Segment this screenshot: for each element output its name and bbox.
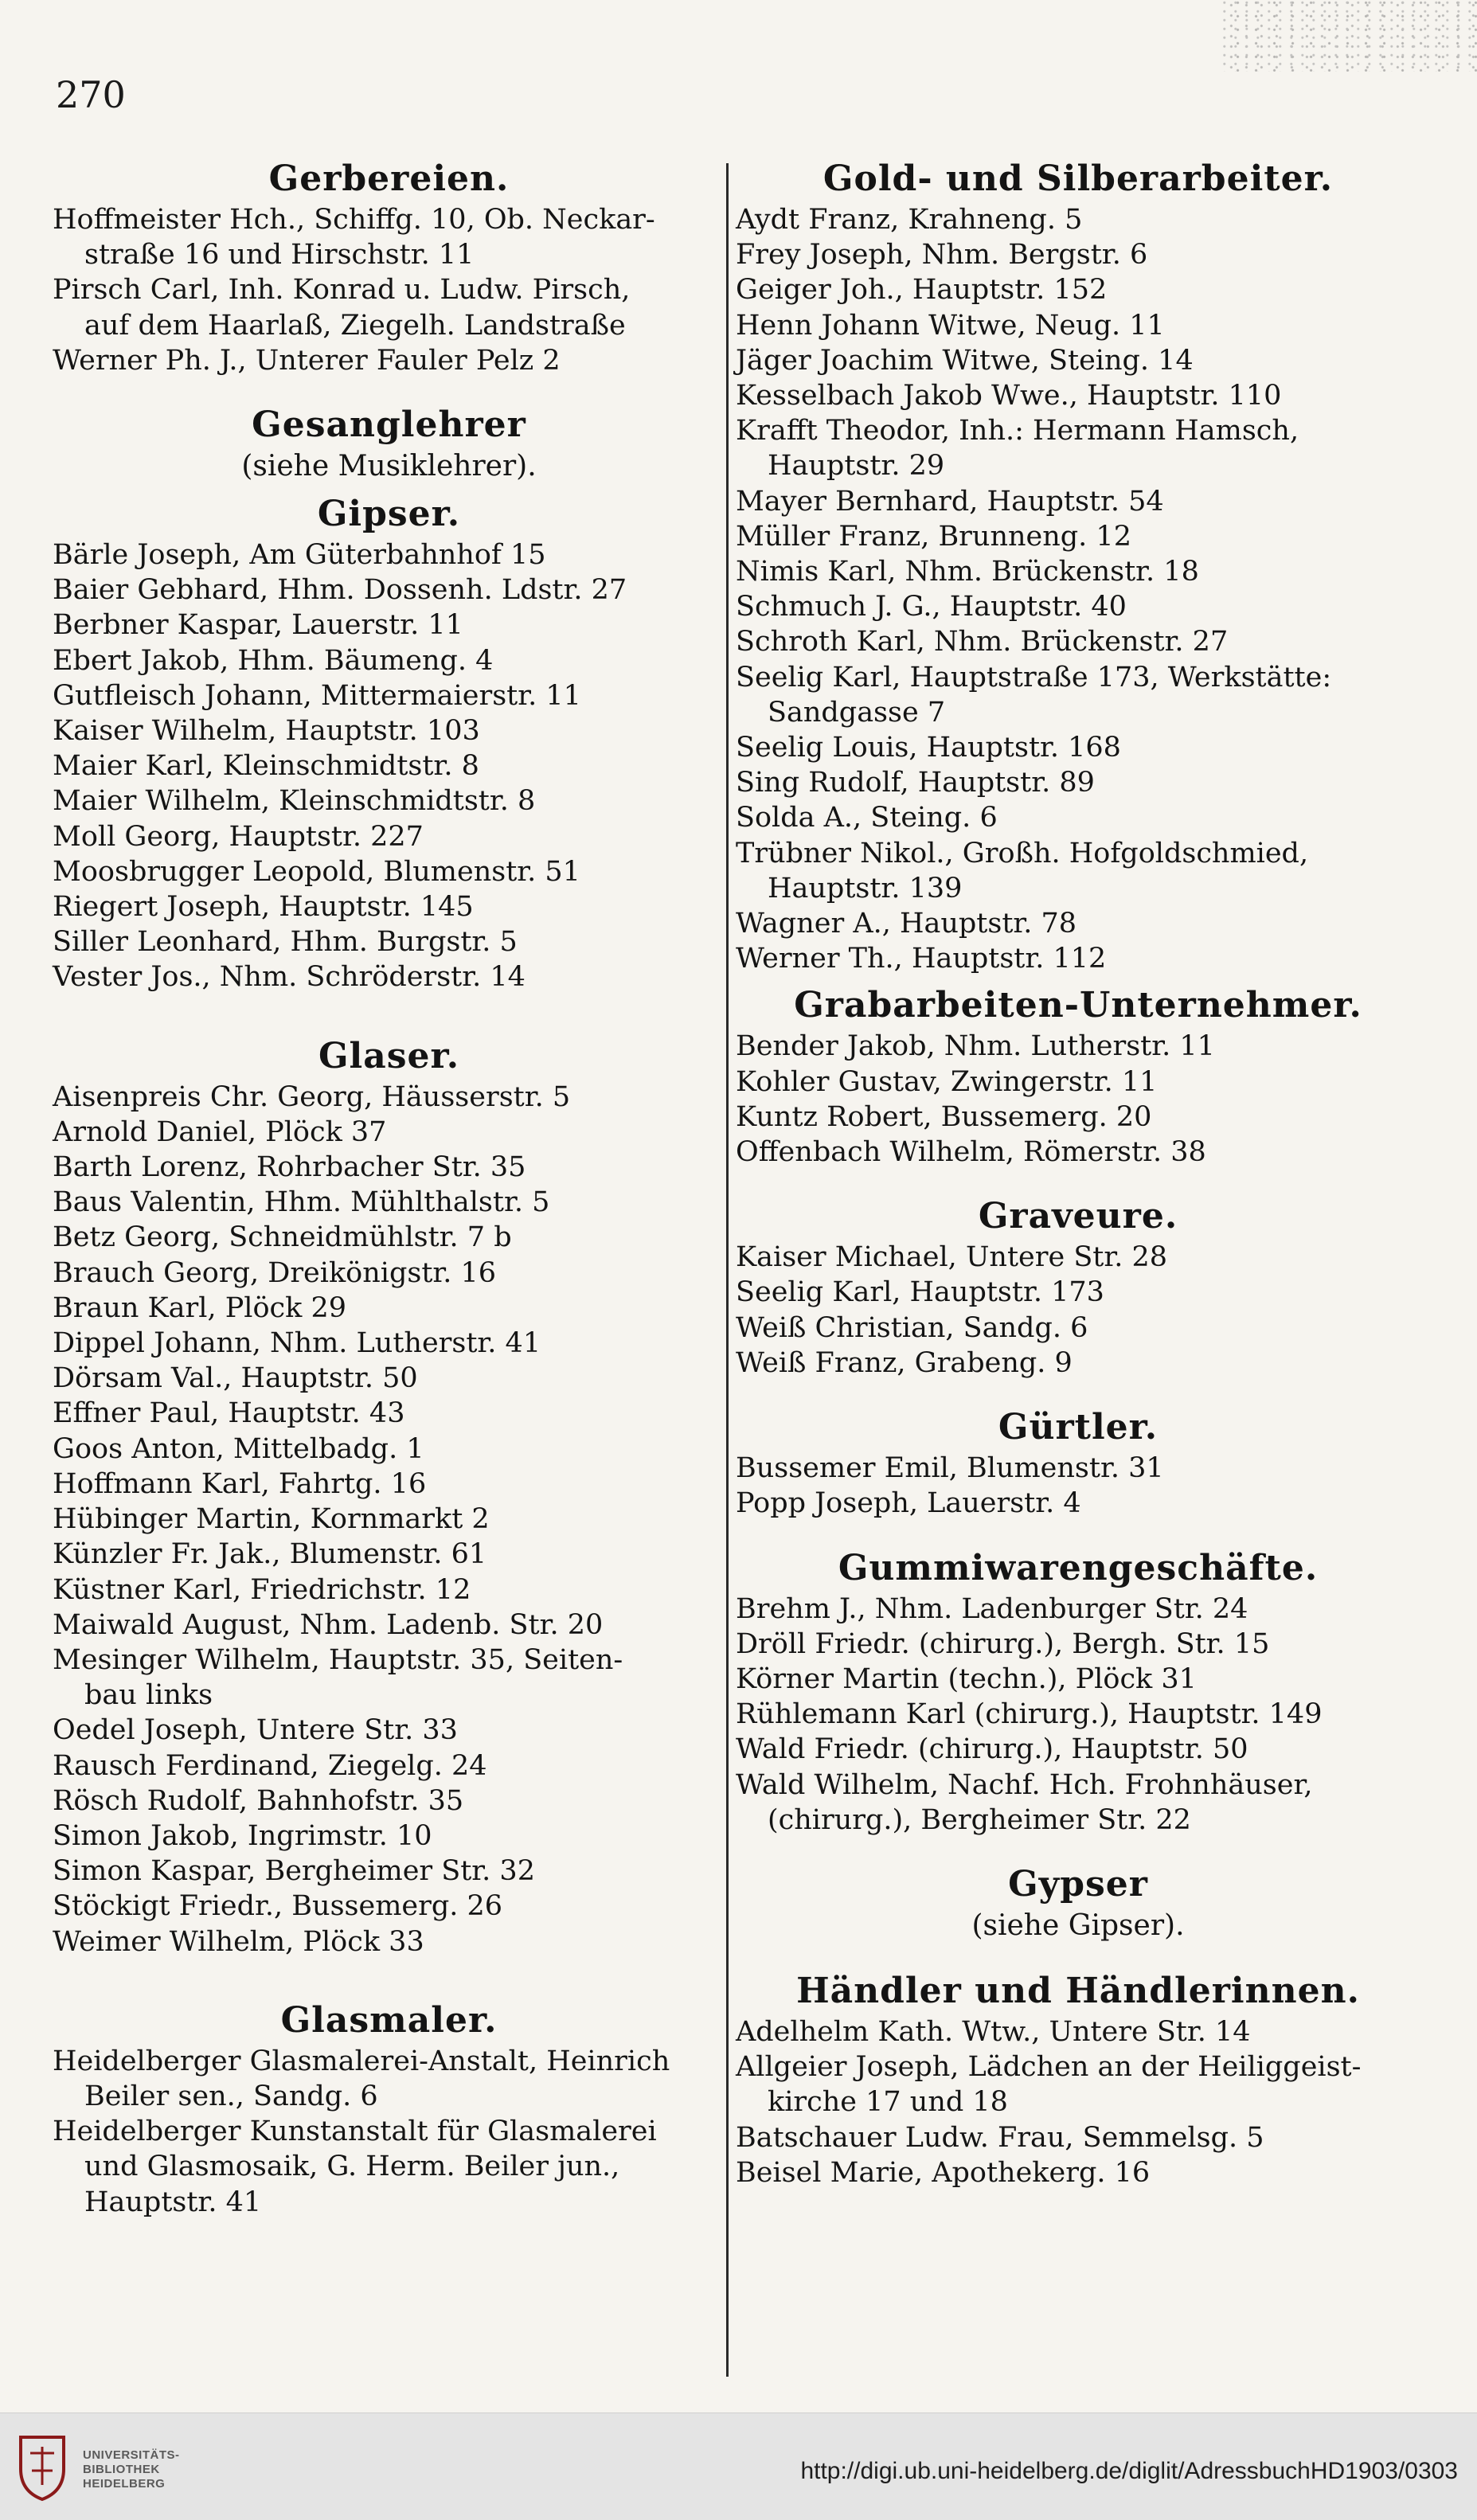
entry-line: Dröll Friedr. (chirurg.), Bergh. Str. 15 bbox=[736, 1627, 1270, 1660]
entry-line: Bender Jakob, Nhm. Lutherstr. 11 bbox=[736, 1030, 1215, 1063]
entry-line: Arnold Daniel, Plöck 37 bbox=[53, 1115, 387, 1148]
entry-line: Hübinger Martin, Kornmarkt 2 bbox=[53, 1503, 490, 1536]
directory-entry bbox=[736, 2049, 1420, 2120]
directory-entry bbox=[53, 1220, 725, 1255]
entry-line: Baier Gebhard, Hhm. Dossenh. Ldstr. 27 bbox=[53, 574, 627, 607]
entry-line: Mayer Bernhard, Hauptstr. 54 bbox=[736, 485, 1164, 518]
directory-entry bbox=[53, 1467, 725, 1502]
directory-entry bbox=[736, 343, 1420, 378]
directory-entry bbox=[736, 413, 1420, 483]
entry-line: Gutfleisch Johann, Mittermaierstr. 11 bbox=[53, 679, 581, 712]
entry-line: Dörsam Val., Hauptstr. 50 bbox=[53, 1362, 418, 1395]
entry-line: Baus Valentin, Hhm. Mühlthalstr. 5 bbox=[53, 1186, 550, 1219]
directory-entry bbox=[736, 378, 1420, 413]
directory-entry bbox=[736, 1311, 1420, 1346]
entry-line: Oedel Joseph, Untere Str. 33 bbox=[53, 1714, 458, 1747]
directory-entry bbox=[736, 1768, 1420, 1838]
entry-line: Geiger Joh., Hauptstr. 152 bbox=[736, 274, 1108, 307]
directory-entry bbox=[736, 1100, 1420, 1135]
directory-entry bbox=[736, 519, 1420, 554]
directory-entry bbox=[53, 889, 725, 924]
entry-line: Popp Joseph, Lauerstr. 4 bbox=[736, 1487, 1081, 1520]
entry-line: Adelhelm Kath. Wtw., Untere Str. 14 bbox=[736, 2015, 1251, 2048]
spacer bbox=[736, 1170, 1420, 1194]
section-heading: Gürtler. bbox=[998, 1407, 1159, 1448]
directory-entry bbox=[736, 906, 1420, 941]
entry-line: Seelig Louis, Hauptstr. 168 bbox=[736, 732, 1121, 764]
directory-entry bbox=[53, 343, 725, 378]
section-heading: Gesanglehrer bbox=[252, 404, 526, 446]
directory-entry bbox=[53, 1256, 725, 1291]
directory-entry bbox=[53, 1854, 725, 1889]
directory-entry bbox=[53, 572, 725, 608]
directory-entry bbox=[736, 1065, 1420, 1100]
entry-line: Ebert Jakob, Hhm. Bäumeng. 4 bbox=[53, 644, 494, 677]
directory-entry bbox=[53, 202, 725, 272]
entry-line: Brauch Georg, Dreikönigstr. 16 bbox=[53, 1256, 497, 1289]
directory-entry bbox=[736, 2155, 1420, 2190]
section-heading: Händler und Händlerinnen. bbox=[796, 1970, 1360, 2011]
section-heading: Graveure. bbox=[978, 1196, 1178, 1237]
institution-name: UNIVERSITÄTS- BIBLIOTHEK HEIDELBERG bbox=[83, 2448, 180, 2491]
footer-bar bbox=[0, 2413, 1477, 2520]
entry-line: Hoffmeister Hch., Schiffg. 10, Ob. Neckar- bbox=[53, 204, 655, 236]
entry-line: Effner Paul, Hauptstr. 43 bbox=[53, 1397, 405, 1430]
spacer bbox=[736, 976, 1420, 983]
directory-entry bbox=[736, 554, 1420, 589]
directory-entry bbox=[53, 748, 725, 783]
directory-entry bbox=[53, 959, 725, 994]
entry-line: Rühlemann Karl (chirurg.), Hauptstr. 149 bbox=[736, 1698, 1323, 1731]
directory-entry bbox=[736, 272, 1420, 307]
directory-entry bbox=[53, 1713, 725, 1748]
section-heading: Grabarbeiten-Unternehmer. bbox=[794, 985, 1362, 1026]
entry-line: Maier Karl, Kleinschmidtstr. 8 bbox=[53, 750, 479, 783]
directory-entry bbox=[53, 608, 725, 643]
directory-entry bbox=[53, 1502, 725, 1537]
directory-entry bbox=[53, 643, 725, 678]
directory-entry bbox=[53, 1889, 725, 1924]
directory-entry bbox=[736, 237, 1420, 272]
spacer bbox=[736, 1381, 1420, 1405]
spacer bbox=[53, 378, 725, 402]
entry-continuation-line: Sandgasse 7 bbox=[768, 696, 946, 729]
university-seal-icon bbox=[14, 2429, 70, 2502]
directory-entry bbox=[736, 1240, 1420, 1275]
source-url-link[interactable]: http://digi.ub.uni-heidelberg.de/diglit/AdressbuchHD1903/0303 bbox=[800, 2458, 1458, 2484]
entry-line: Künzler Fr. Jak., Blumenstr. 61 bbox=[53, 1538, 487, 1571]
entry-line: Seelig Karl, Hauptstraße 173, Werkstätte: bbox=[736, 661, 1332, 693]
entry-line: Küstner Karl, Friedrichstr. 12 bbox=[53, 1573, 471, 1606]
entry-line: Heidelberger Kunstanstalt für Glasmalerei bbox=[53, 2116, 657, 2148]
entry-line: Batschauer Ludw. Frau, Semmelsg. 5 bbox=[736, 2121, 1264, 2154]
entry-line: Berbner Kaspar, Lauerstr. 11 bbox=[53, 609, 463, 642]
directory-entry bbox=[53, 1432, 725, 1467]
right-column bbox=[736, 156, 1420, 2190]
spacer bbox=[736, 1838, 1420, 1862]
directory-entry bbox=[53, 854, 725, 889]
entry-line: Rösch Rudolf, Bahnhofstr. 35 bbox=[53, 1784, 464, 1817]
directory-entry bbox=[736, 624, 1420, 659]
directory-entry bbox=[736, 1486, 1420, 1521]
entry-line: Müller Franz, Brunneng. 12 bbox=[736, 520, 1131, 553]
entry-line: Offenbach Wilhelm, Römerstr. 38 bbox=[736, 1136, 1206, 1169]
directory-entry bbox=[736, 1697, 1420, 1732]
spacer bbox=[53, 485, 725, 491]
entry-line: Betz Georg, Schneidmühlstr. 7 b bbox=[53, 1221, 512, 1254]
entry-line: Beisel Marie, Apothekerg. 16 bbox=[736, 2156, 1151, 2189]
directory-entry bbox=[736, 800, 1420, 835]
directory-entry bbox=[53, 1326, 725, 1361]
directory-entry bbox=[53, 1573, 725, 1608]
section-heading: Glasmaler. bbox=[280, 1999, 498, 2041]
directory-entry bbox=[736, 1275, 1420, 1310]
directory-entry bbox=[53, 1748, 725, 1784]
section-heading: Gypser bbox=[1008, 1863, 1148, 1905]
entry-line: Weiß Christian, Sandg. 6 bbox=[736, 1311, 1088, 1344]
page-number: 270 bbox=[56, 73, 126, 116]
entry-line: Simon Jakob, Ingrimstr. 10 bbox=[53, 1819, 432, 1852]
directory-entry bbox=[53, 2044, 725, 2114]
entry-line: Bussemer Emil, Blumenstr. 31 bbox=[736, 1452, 1164, 1485]
entry-continuation-line: (chirurg.), Bergheimer Str. 22 bbox=[768, 1803, 1191, 1836]
entry-line: Körner Martin (techn.), Plöck 31 bbox=[736, 1662, 1197, 1695]
entry-line: Kesselbach Jakob Wwe., Hauptstr. 110 bbox=[736, 380, 1282, 412]
entry-continuation-line: Hauptstr. 29 bbox=[768, 450, 945, 483]
entry-line: Siller Leonhard, Hhm. Burgstr. 5 bbox=[53, 926, 518, 959]
entry-line: Sing Rudolf, Hauptstr. 89 bbox=[736, 767, 1095, 799]
section-heading: Gummiwarengeschäfte. bbox=[838, 1547, 1319, 1588]
entry-line: Weiß Franz, Grabeng. 9 bbox=[736, 1346, 1073, 1379]
entry-continuation-line: und Glasmosaik, G. Herm. Beiler jun., bbox=[84, 2151, 620, 2183]
entry-continuation-line: Hauptstr. 41 bbox=[84, 2186, 262, 2218]
entry-line: Weimer Wilhelm, Plöck 33 bbox=[53, 1925, 424, 1958]
entry-line: Goos Anton, Mittelbadg. 1 bbox=[53, 1432, 424, 1465]
entry-line: Simon Kaspar, Bergheimer Str. 32 bbox=[53, 1855, 535, 1888]
entry-line: Kaiser Wilhelm, Hauptstr. 103 bbox=[53, 715, 480, 748]
directory-entry bbox=[53, 1537, 725, 1572]
section-crossref: (siehe Gipser). bbox=[971, 1909, 1185, 1942]
section-crossref: (siehe Musiklehrer). bbox=[241, 450, 537, 483]
entry-line: Trübner Nikol., Großh. Hofgoldschmied, bbox=[736, 837, 1309, 869]
entry-continuation-line: Beiler sen., Sandg. 6 bbox=[84, 2080, 378, 2112]
directory-entry bbox=[736, 2014, 1420, 2049]
spacer bbox=[53, 995, 725, 1033]
directory-entry bbox=[736, 1451, 1420, 1486]
entry-line: Dippel Johann, Nhm. Lutherstr. 41 bbox=[53, 1327, 541, 1360]
directory-entry bbox=[736, 589, 1420, 624]
entry-line: Solda A., Steing. 6 bbox=[736, 802, 998, 834]
entry-line: Rausch Ferdinand, Ziegelg. 24 bbox=[53, 1749, 487, 1782]
directory-entry bbox=[736, 1346, 1420, 1381]
directory-entry bbox=[53, 1819, 725, 1854]
directory-entry bbox=[736, 202, 1420, 237]
entry-line: Allgeier Joseph, Lädchen an der Heiliggeist- bbox=[736, 2051, 1362, 2084]
entry-line: Wald Wilhelm, Nachf. Hch. Frohnhäuser, bbox=[736, 1768, 1313, 1801]
entry-continuation-line: auf dem Haarlaß, Ziegelh. Landstraße bbox=[84, 309, 626, 342]
entry-line: Kaiser Michael, Untere Str. 28 bbox=[736, 1241, 1168, 1274]
directory-entry bbox=[736, 730, 1420, 765]
directory-entry bbox=[736, 308, 1420, 343]
entry-line: Hoffmann Karl, Fahrtg. 16 bbox=[53, 1467, 427, 1500]
directory-entry bbox=[736, 941, 1420, 976]
spacer bbox=[53, 1959, 725, 1998]
entry-continuation-line: Hauptstr. 139 bbox=[768, 872, 963, 904]
entry-line: Jäger Joachim Witwe, Steing. 14 bbox=[736, 344, 1194, 377]
entry-line: Stöckigt Friedr., Bussemerg. 26 bbox=[53, 1890, 503, 1923]
section-heading: Gipser. bbox=[317, 494, 461, 535]
directory-entry bbox=[736, 1627, 1420, 1662]
directory-entry bbox=[736, 1135, 1420, 1170]
entry-line: Seelig Karl, Hauptstr. 173 bbox=[736, 1276, 1104, 1309]
entry-line: Braun Karl, Plöck 29 bbox=[53, 1291, 347, 1324]
entry-line: Werner Th., Hauptstr. 112 bbox=[736, 943, 1107, 975]
entry-line: Bärle Joseph, Am Güterbahnhof 15 bbox=[53, 539, 546, 572]
entry-line: Moll Georg, Hauptstr. 227 bbox=[53, 820, 424, 853]
directory-entry bbox=[53, 1643, 725, 1713]
directory-entry bbox=[53, 924, 725, 959]
entry-line: Maiwald August, Nhm. Ladenb. Str. 20 bbox=[53, 1608, 604, 1641]
directory-entry bbox=[53, 1150, 725, 1185]
directory-entry bbox=[53, 2114, 725, 2220]
directory-entry bbox=[736, 484, 1420, 519]
directory-entry bbox=[53, 537, 725, 572]
directory-entry bbox=[53, 819, 725, 854]
directory-entry bbox=[736, 1662, 1420, 1697]
scan-noise bbox=[1222, 0, 1477, 72]
entry-line: Mesinger Wilhelm, Hauptstr. 35, Seiten- bbox=[53, 1643, 623, 1676]
directory-entry bbox=[53, 1924, 725, 1959]
entry-line: Brehm J., Nhm. Ladenburger Str. 24 bbox=[736, 1592, 1248, 1625]
directory-entry bbox=[53, 1115, 725, 1150]
directory-entry bbox=[736, 1592, 1420, 1627]
entry-line: Wagner A., Hauptstr. 78 bbox=[736, 908, 1077, 940]
entry-line: Aydt Franz, Krahneng. 5 bbox=[736, 204, 1083, 236]
entry-line: Riegert Joseph, Hauptstr. 145 bbox=[53, 891, 474, 924]
entry-line: Henn Johann Witwe, Neug. 11 bbox=[736, 309, 1165, 342]
section-heading: Gold- und Silberarbeiter. bbox=[823, 158, 1334, 199]
directory-entry bbox=[53, 678, 725, 713]
entry-line: Krafft Theodor, Inh.: Hermann Hamsch, bbox=[736, 415, 1299, 447]
entry-line: Nimis Karl, Nhm. Brückenstr. 18 bbox=[736, 556, 1199, 588]
entry-line: Frey Joseph, Nhm. Bergstr. 6 bbox=[736, 239, 1148, 272]
directory-entry bbox=[53, 1361, 725, 1396]
directory-entry bbox=[53, 1608, 725, 1643]
directory-entry bbox=[53, 783, 725, 819]
directory-entry bbox=[736, 660, 1420, 730]
directory-entry bbox=[53, 272, 725, 342]
entry-line: Kohler Gustav, Zwingerstr. 11 bbox=[736, 1065, 1158, 1098]
entry-line: Maier Wilhelm, Kleinschmidtstr. 8 bbox=[53, 785, 536, 818]
entry-continuation-line: bau links bbox=[84, 1679, 213, 1712]
entry-line: Schmuch J. G., Hauptstr. 40 bbox=[736, 591, 1127, 623]
directory-entry bbox=[53, 1396, 725, 1431]
entry-line: Vester Jos., Nhm. Schröderstr. 14 bbox=[53, 961, 526, 994]
entry-line: Moosbrugger Leopold, Blumenstr. 51 bbox=[53, 855, 580, 888]
directory-entry bbox=[736, 765, 1420, 800]
directory-entry bbox=[53, 1784, 725, 1819]
directory-entry bbox=[736, 1029, 1420, 1064]
directory-entry bbox=[53, 1185, 725, 1220]
entry-line: Pirsch Carl, Inh. Konrad u. Ludw. Pirsch, bbox=[53, 274, 631, 307]
directory-entry bbox=[53, 1080, 725, 1115]
spacer bbox=[736, 1944, 1420, 1968]
entry-continuation-line: kirche 17 und 18 bbox=[768, 2086, 1008, 2119]
entry-continuation-line: straße 16 und Hirschstr. 11 bbox=[84, 239, 475, 272]
column-divider bbox=[726, 163, 729, 2377]
entry-line: Schroth Karl, Nhm. Brückenstr. 27 bbox=[736, 626, 1229, 658]
section-heading: Gerbereien. bbox=[268, 158, 510, 199]
left-column bbox=[53, 156, 725, 2220]
section-heading: Glaser. bbox=[318, 1035, 460, 1076]
spacer bbox=[736, 1522, 1420, 1545]
entry-line: Wald Friedr. (chirurg.), Hauptstr. 50 bbox=[736, 1733, 1248, 1766]
entry-line: Heidelberger Glasmalerei-Anstalt, Heinrich bbox=[53, 2045, 670, 2077]
entry-line: Werner Ph. J., Unterer Fauler Pelz 2 bbox=[53, 344, 561, 377]
directory-entry bbox=[736, 836, 1420, 906]
directory-entry bbox=[53, 1291, 725, 1326]
directory-entry bbox=[736, 2120, 1420, 2155]
directory-entry bbox=[736, 1732, 1420, 1767]
entry-line: Kuntz Robert, Bussemerg. 20 bbox=[736, 1100, 1152, 1133]
entry-line: Aisenpreis Chr. Georg, Häusserstr. 5 bbox=[53, 1080, 571, 1113]
entry-line: Barth Lorenz, Rohrbacher Str. 35 bbox=[53, 1151, 526, 1184]
directory-entry bbox=[53, 713, 725, 748]
